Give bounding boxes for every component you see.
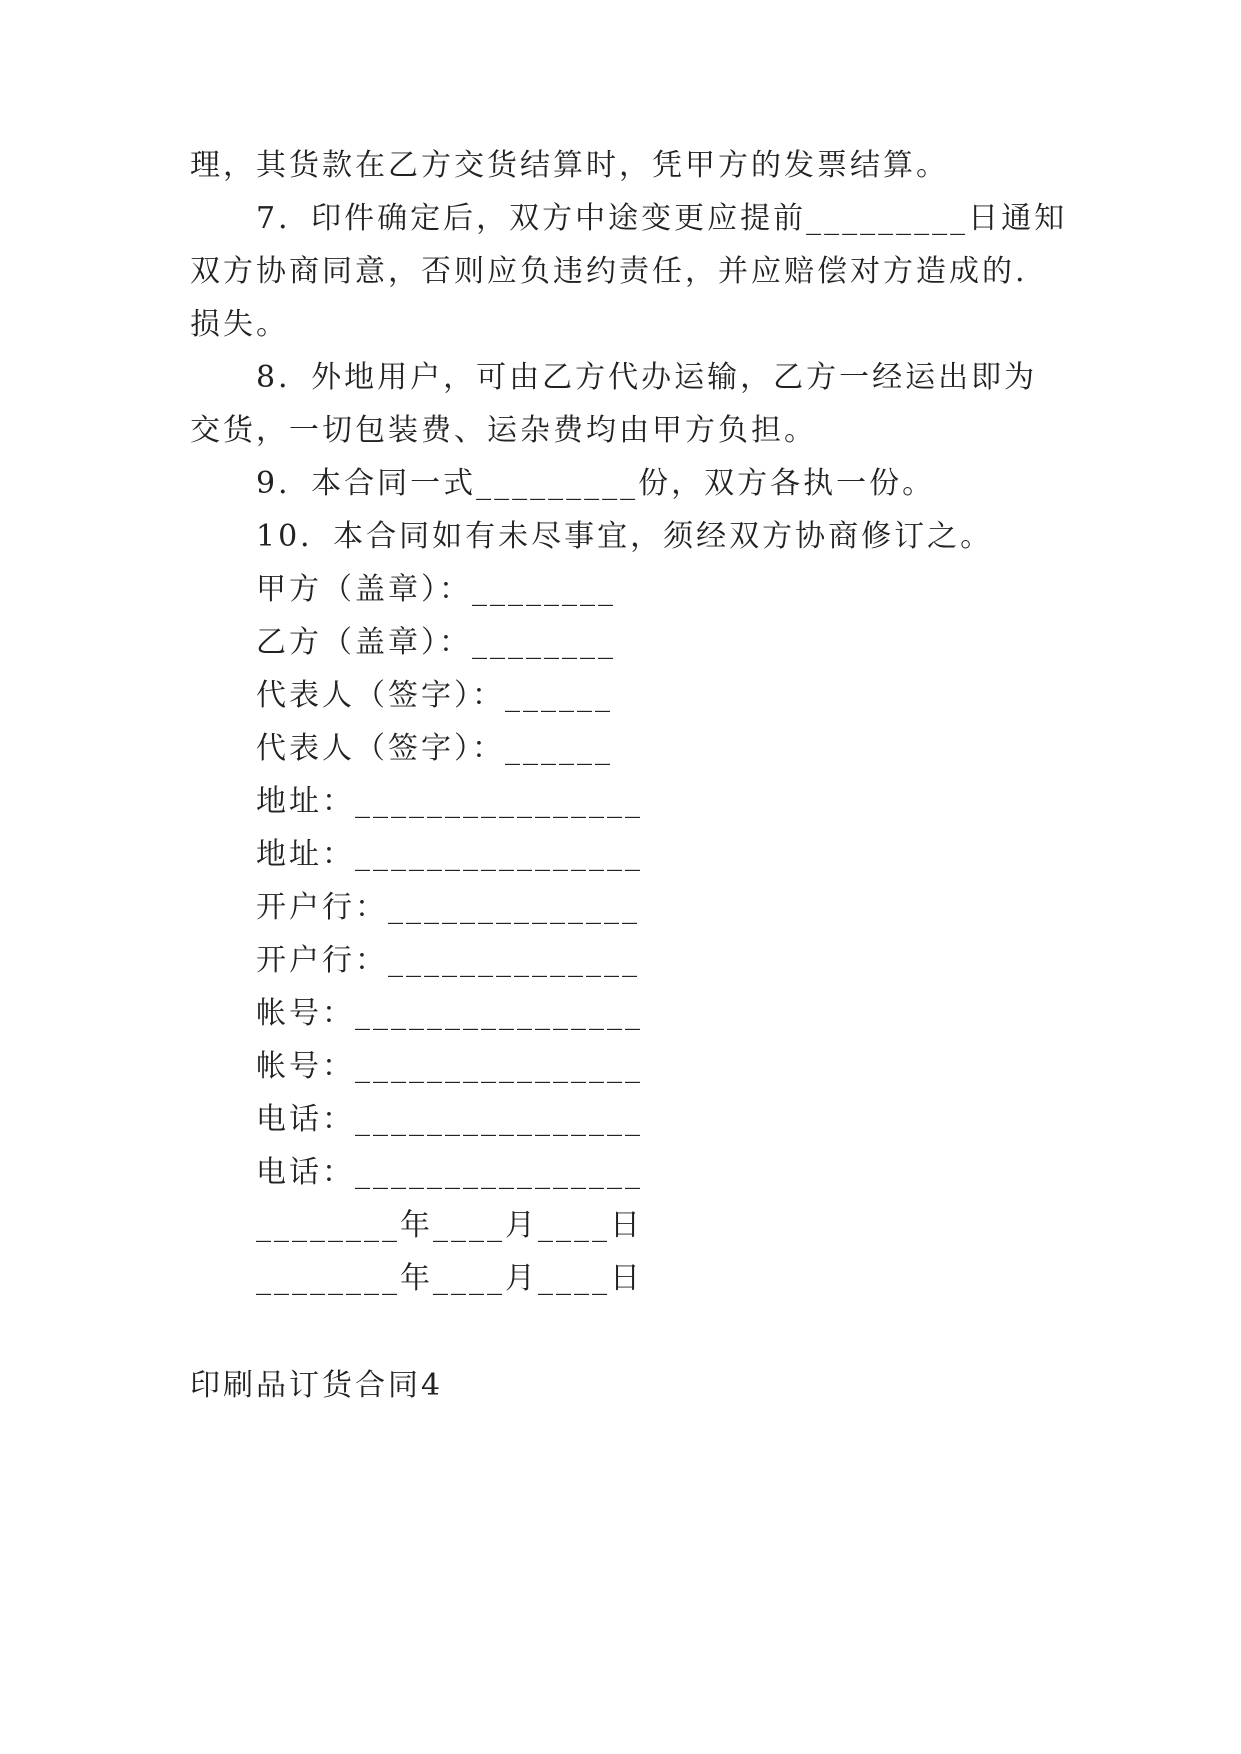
clause-9: 9．本合同一式_________份，双方各执一份。 — [256, 466, 936, 501]
bank-field-a: 开户行：______________ — [256, 890, 640, 925]
clause-10: 10．本合同如有未尽事宜，须经双方协商修订之。 — [256, 519, 994, 554]
phone-field-a: 电话：________________ — [256, 1102, 643, 1137]
clause-8-line-1: 8．外地用户，可由乙方代办运输，乙方一经运出即为 — [256, 360, 1038, 395]
date-field-b: ________年____月____日 — [256, 1261, 643, 1296]
paragraph-6-tail: 理，其货款在乙方交货结算时，凭甲方的发票结算。 — [190, 148, 949, 183]
party-b-seal-field: 乙方（盖章）：________ — [256, 625, 616, 660]
address-field-a: 地址：________________ — [256, 784, 643, 819]
next-section-title: 印刷品订货合同4 — [190, 1368, 444, 1403]
clause-7-line-2: 双方协商同意，否则应负违约责任，并应赔偿对方造成的. — [190, 254, 1028, 289]
account-field-a: 帐号：________________ — [256, 996, 643, 1031]
representative-signature-field-b: 代表人（签字）：______ — [256, 731, 613, 766]
date-field-a: ________年____月____日 — [256, 1208, 643, 1243]
bank-field-b: 开户行：______________ — [256, 943, 640, 978]
account-field-b: 帐号：________________ — [256, 1049, 643, 1084]
address-field-b: 地址：________________ — [256, 837, 643, 872]
phone-field-b: 电话：________________ — [256, 1155, 643, 1190]
party-a-seal-field: 甲方（盖章）：________ — [256, 572, 616, 607]
representative-signature-field-a: 代表人（签字）：______ — [256, 678, 613, 713]
clause-7-line-3: 损失。 — [190, 307, 289, 342]
clause-7-line-1: 7．印件确定后，双方中途变更应提前_________日通知 — [256, 201, 1068, 236]
clause-8-line-2: 交货，一切包装费、运杂费均由甲方负担。 — [190, 413, 817, 448]
